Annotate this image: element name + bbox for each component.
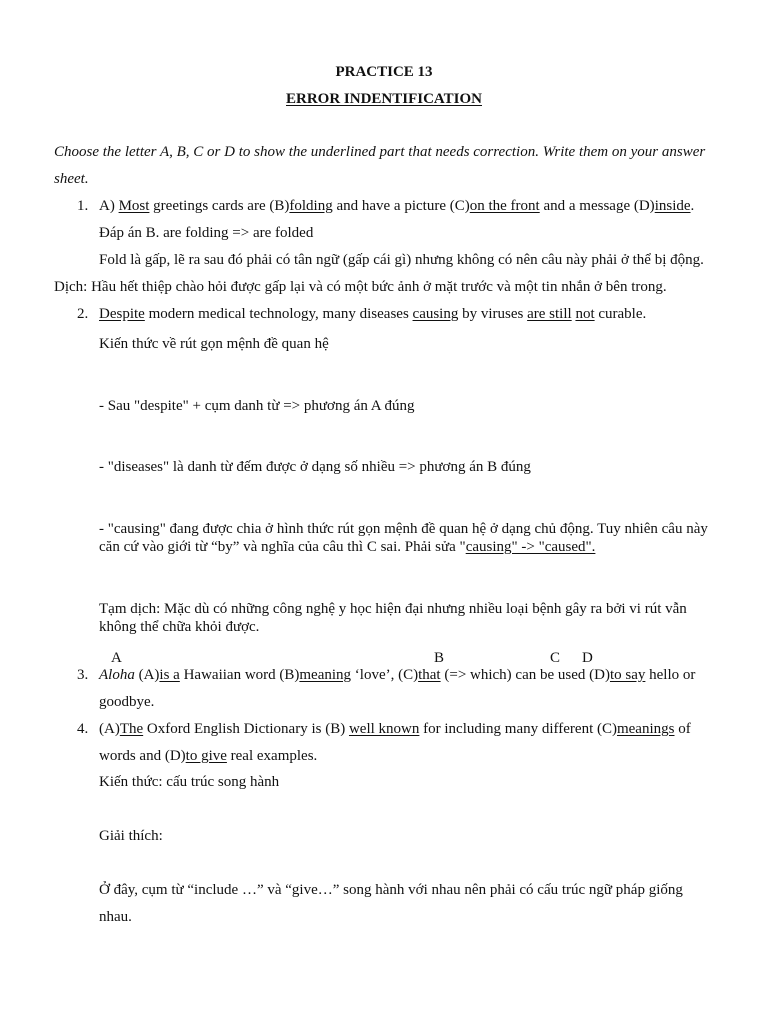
question-3-text: Aloha (A)is a Hawaiian word (B)meaning ‘love’, (C)that (=> which) can be used (D)to say hello or [99, 667, 696, 683]
question-3-number: 3. [77, 667, 89, 683]
letter-c-marker: C [550, 650, 561, 666]
option-c: that [418, 667, 441, 683]
question-2-knowledge: Kiến thức về rút gọn mệnh đề quan hệ [99, 336, 329, 352]
question-4-text-line-2: words and (D)to give real examples. [99, 748, 318, 764]
question-2-text: Despite modern medical technology, many diseases causing by viruses are still not curable. [99, 306, 647, 322]
letter-b-marker: B [434, 650, 445, 666]
instructions-line-1: Choose the letter A, B, C or D to show the underlined part that needs correction. Write them on your answer [54, 144, 706, 160]
option-d: to say [609, 667, 646, 683]
option-d: inside [654, 198, 691, 214]
question-1-translation: Dịch: Hầu hết thiệp chào hỏi được gấp lại và có một bức ảnh ở mặt trước và một tin nhắn ở bên trong. [54, 279, 667, 295]
option-c: meanings [616, 721, 675, 737]
option-d: not [575, 306, 595, 322]
question-2-number: 2. [77, 306, 89, 322]
option-b: folding [289, 198, 333, 214]
question-4-explain-label: Giải thích: [99, 828, 163, 844]
page-subtitle: ERROR INDENTIFICATION [286, 91, 482, 107]
question-4-explain-line-1: Ở đây, cụm từ “include …” và “give…” song hành với nhau nên phải có cấu trúc ngữ pháp giống [99, 882, 683, 898]
option-a: Most [118, 198, 150, 214]
option-d: to give [185, 748, 227, 764]
question-4-knowledge: Kiến thức: cấu trúc song hành [99, 774, 280, 790]
instructions-line-2: sheet. [54, 171, 89, 187]
letter-a-marker: A [111, 650, 122, 666]
letter-d-marker: D [582, 650, 593, 666]
question-2-translation-line-2: không thể chữa khỏi được. [99, 619, 260, 635]
page-title: PRACTICE 13 [335, 64, 433, 80]
question-4-number: 4. [77, 721, 89, 737]
question-3-text-line-2: goodbye. [99, 694, 155, 710]
option-c: on the front [469, 198, 540, 214]
option-a: Despite [99, 306, 145, 322]
question-4-explain-line-2: nhau. [99, 909, 132, 925]
question-2-note-a: - Sau "despite" + cụm danh từ => phương án A đúng [99, 398, 415, 414]
question-2-translation-line-1: Tạm dịch: Mặc dù có những công nghệ y học hiện đại nhưng nhiều loại bệnh gây ra bởi vi rút vẫn [99, 601, 687, 617]
question-2-note-c-line-1: - "causing" đang được chia ở hình thức rút gọn mệnh đề quan hệ ở dạng chủ động. Tuy nhiên câu này [99, 521, 708, 537]
question-1-number: 1. [77, 198, 89, 214]
question-4-text: (A)The Oxford English Dictionary is (B) well known for including many different (C)meanings of [99, 721, 691, 737]
option-b: causing [412, 306, 459, 322]
question-1-text: A) Most greetings cards are (B)folding and have a picture (C)on the front and a message (D)inside. [99, 198, 695, 214]
option-b: meaning [299, 667, 352, 683]
option-b: well known [348, 721, 420, 737]
question-2-note-b: - "diseases" là danh từ đếm được ở dạng số nhiều => phương án B đúng [99, 459, 531, 475]
option-a: is a [159, 667, 180, 683]
question-1-explanation: Fold là gấp, lẽ ra sau đó phải có tân ngữ (gấp cái gì) nhưng không có nên câu này phải ở thể bị động. [99, 252, 704, 268]
option-a: The [119, 721, 144, 737]
question-1-answer: Đáp án B. are folding => are folded [99, 225, 314, 241]
option-c: are still [527, 306, 572, 322]
question-2-note-c-line-2: căn cứ vào giới từ “by” và nghĩa của câu thì C sai. Phải sửa "causing" -> "caused". [99, 539, 596, 555]
correction: causing" -> "caused". [465, 539, 596, 555]
